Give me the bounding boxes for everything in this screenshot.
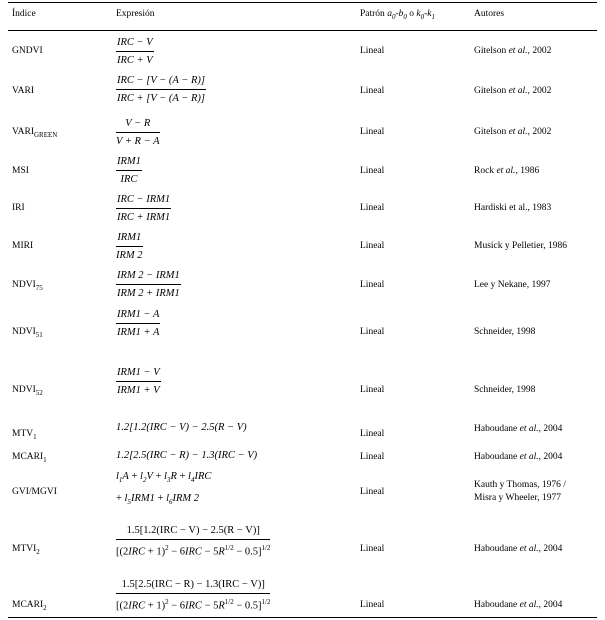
row-vari-index: VARI <box>12 86 34 96</box>
row-ndvi75-patron: Lineal <box>360 280 385 290</box>
row-mtvi2-autores: Haboudane et al., 2004 <box>474 544 563 554</box>
row-mcari1-autores: Haboudane et al., 2004 <box>474 452 563 462</box>
header-autores: Autores <box>474 9 505 19</box>
row-mtvi2-patron: Lineal <box>360 544 385 554</box>
row-miri-patron: Lineal <box>360 241 385 251</box>
row-mcari1-index: $MCARI_1$ <box>12 452 47 464</box>
row-iri-index: IRI <box>12 203 25 213</box>
row-mtv1-index: $MTV_1$ <box>12 429 37 441</box>
row-ndvi51-autores: Schneider, 1998 <box>474 327 536 337</box>
row-mcari2-formula <box>116 578 270 613</box>
row-gndvi-autores: Gitelson et al., 2002 <box>474 46 552 56</box>
row-gvi-autores-line2: Misra y Wheeler, 1977 <box>474 493 562 503</box>
row-mcari2-index: $MCARI_2$ <box>12 600 47 612</box>
row-iri-autores: Hardiski et al., 1983 <box>474 203 552 213</box>
row-mcari2-autores: Haboudane et al., 2004 <box>474 600 563 610</box>
row-msi-formula: IRM1 IRC <box>117 156 141 185</box>
row-mcari1-patron: Lineal <box>360 452 385 462</box>
row-iri-formula: IRC − IRM1 IRC + IRM1 <box>117 194 171 223</box>
row-gvi-index: GVI/MGVI <box>12 487 57 497</box>
row-ndvi75-index: $NDVI_{75}$ <box>12 280 43 292</box>
row-mcari1-formula: 1.2[2.5(IRC − R) − 1.3(IRC − V) <box>116 450 258 461</box>
row-gndvi-index: GNDVI <box>12 46 43 56</box>
header-indice: Índice <box>12 9 36 19</box>
row-varigreen-autores: Gitelson et al., 2002 <box>474 127 552 137</box>
row-mcari2-numerator: 1.5[2.5(IRC − R) − 1.3(IRC − V)] <box>116 578 270 594</box>
bottom-rule <box>8 617 597 618</box>
row-msi-index: MSI <box>12 166 29 176</box>
row-ndvi52-autores: Schneider, 1998 <box>474 385 536 395</box>
row-ndvi52-patron: Lineal <box>360 385 385 395</box>
row-varigreen-index: $VARI_{GREEN}$ <box>12 127 58 139</box>
row-mtv1-patron: Lineal <box>360 429 385 439</box>
row-mtv1-formula: 1.2[1.2(IRC − V) − 2.5(R − V) <box>116 422 247 433</box>
header-patron: Patrón $a_0-b_0$ o $k_0-k_1$ <box>360 9 435 21</box>
row-iri-patron: Lineal <box>360 203 385 213</box>
row-miri-formula: IRM1 IRM 2 <box>116 232 143 261</box>
header-rule <box>8 30 597 31</box>
row-gndvi-formula: IRC − V IRC + V <box>117 37 153 66</box>
row-gvi-autores-line1: Kauth y Thomas, 1976 / <box>474 480 566 490</box>
row-mtvi2-index: $MTVI_2$ <box>12 544 40 556</box>
row-ndvi51-patron: Lineal <box>360 327 385 337</box>
row-vari-formula: IRC − [V − (A − R)] IRC + [V − (A − R)] <box>117 75 205 104</box>
row-varigreen-patron: Lineal <box>360 127 385 137</box>
row-mtvi2-formula <box>116 524 270 559</box>
row-ndvi75-formula: IRM 2 − IRM1 IRM 2 + IRM1 <box>117 270 180 299</box>
row-mcari2-denominator: $[(2IRC + 1)^2 - 6IRC - 5R^{1/2} - 0.5]^{1/2}$ <box>116 598 271 612</box>
row-ndvi51-formula: IRM1 − A IRM1 + A <box>117 309 160 338</box>
row-mcari2-patron: Lineal <box>360 600 385 610</box>
row-gvi-patron: Lineal <box>360 487 385 497</box>
row-ndvi51-index: $NDVI_{51}$ <box>12 327 43 339</box>
row-msi-autores: Rock et al., 1986 <box>474 166 540 176</box>
row-mtvi2-numerator: 1.5[1.2(IRC − V) − 2.5(R − V)] <box>116 524 270 540</box>
row-varigreen-formula: $\frac{V - R}{V + R - A}$ <box>116 118 160 147</box>
row-miri-index: MIRI <box>12 241 34 251</box>
row-gvi-formula-line1: $l_1A + l_2V + l_3R + l_4IRC$ <box>116 471 212 485</box>
header-expresion: Expresión <box>116 9 155 19</box>
row-ndvi75-autores: Lee y Nekane, 1997 <box>474 280 551 290</box>
row-miri-autores: Musick y Pelletier, 1986 <box>474 241 568 251</box>
row-mtvi2-denominator: $[(2IRC + 1)^2 - 6IRC - 5R^{1/2} - 0.5]^{1/2}$ <box>116 544 271 558</box>
row-vari-patron: Lineal <box>360 86 385 96</box>
row-vari-autores: Gitelson et al., 2002 <box>474 86 552 96</box>
row-gndvi-patron: Lineal <box>360 46 385 56</box>
row-msi-patron: Lineal <box>360 166 385 176</box>
row-gvi-formula-line2: + $l_5IRM1 + l_6IRM$ 2 <box>116 493 200 507</box>
row-mtv1-autores: Haboudane et al., 2004 <box>474 424 563 434</box>
row-ndvi52-index: $NDVI_{52}$ <box>12 385 43 397</box>
row-ndvi52-formula: IRM1 − V IRM1 + V <box>117 367 160 396</box>
top-rule <box>8 2 597 3</box>
